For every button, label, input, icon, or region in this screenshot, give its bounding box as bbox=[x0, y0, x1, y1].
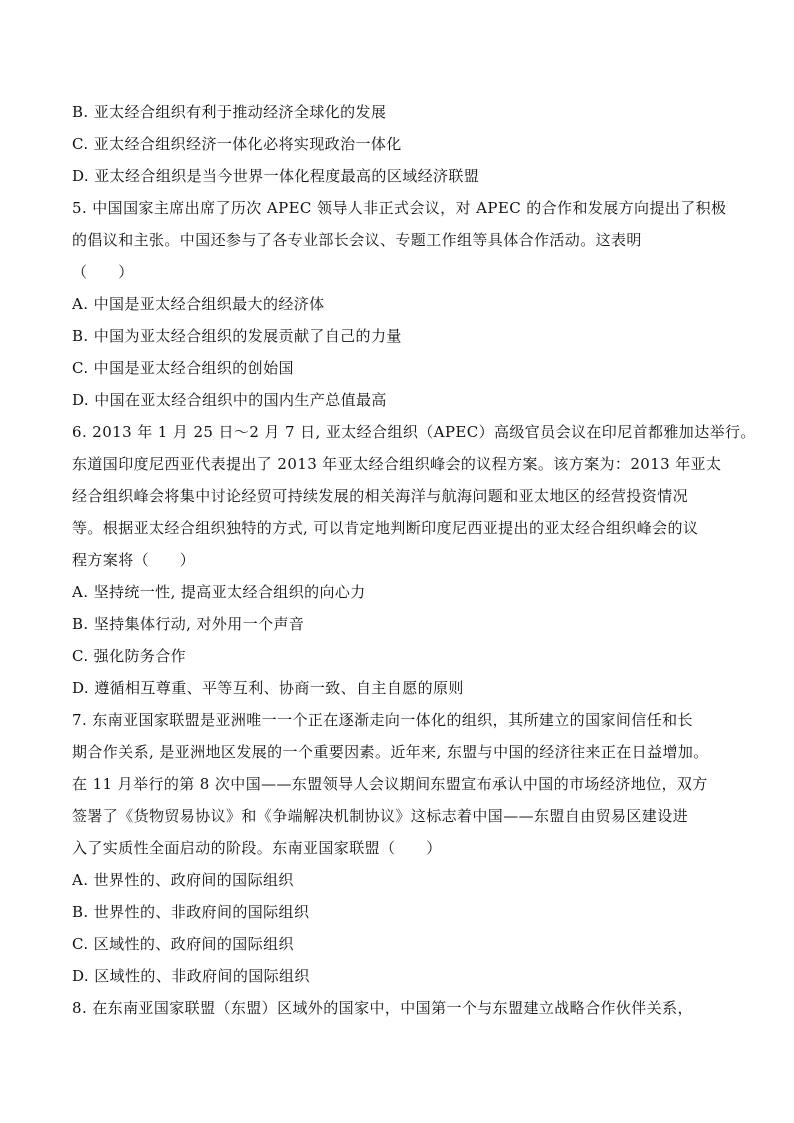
question-7-option-b: B. 世界性的、非政府间的国际组织 bbox=[72, 903, 310, 921]
option-b-prev: B. 亚太经合组织有利于推动经济全球化的发展 bbox=[72, 103, 387, 121]
question-7-option-a: A. 世界性的、政府间的国际组织 bbox=[72, 871, 294, 889]
question-5-stem-line-3: （ ） bbox=[72, 263, 134, 281]
question-6-stem-line-2: 东道国印度尼西亚代表提出了 2013 年亚太经合组织峰会的议程方案。该方案为：2013 年亚太 bbox=[72, 455, 722, 473]
question-5-option-b: B. 中国为亚太经合组织的发展贡献了自己的力量 bbox=[72, 327, 402, 345]
question-6-option-b: B. 坚持集体行动, 对外用一个声音 bbox=[72, 615, 305, 633]
question-8-stem-line-1: 8. 在东南亚国家联盟（东盟）区域外的国家中，中国第一个与东盟建立战略合作伙伴关系， bbox=[72, 999, 693, 1017]
question-5-option-d: D. 中国在亚太经合组织中的国内生产总值最高 bbox=[72, 391, 387, 409]
question-7-stem-line-2: 期合作关系, 是亚洲地区发展的一个重要因素。近年来, 东盟与中国的经济往来正在日益增加。 bbox=[72, 743, 709, 761]
question-7-stem-line-5: 入了实质性全面启动的阶段。东南亚国家联盟（ ） bbox=[72, 839, 442, 857]
question-6-stem-line-4: 等。根据亚太经合组织独特的方式, 可以肯定地判断印度尼西亚提出的亚太经合组织峰会的议 bbox=[72, 519, 699, 537]
question-6-option-c: C. 强化防务合作 bbox=[72, 647, 187, 665]
question-6-stem-line-1: 6. 2013 年 1 月 25 日～2 月 7 日, 亚太经合组织（APEC）高级官员会议在印尼首都雅加达举行。 bbox=[72, 423, 756, 441]
question-5-option-c: C. 中国是亚太经合组织的创始国 bbox=[72, 359, 294, 377]
document-page bbox=[72, 96, 756, 1024]
question-5-option-a: A. 中国是亚太经合组织最大的经济体 bbox=[72, 295, 325, 313]
question-7-option-c: C. 区域性的、政府间的国际组织 bbox=[72, 935, 294, 953]
option-d-prev: D. 亚太经合组织是当今世界一体化程度最高的区域经济联盟 bbox=[72, 167, 480, 185]
question-7-stem-line-3: 在 11 月举行的第 8 次中国——东盟领导人会议期间东盟宣布承认中国的市场经济地位，双方 bbox=[72, 775, 708, 793]
question-7-option-d: D. 区域性的、非政府间的国际组织 bbox=[72, 967, 310, 985]
question-7-stem-line-4: 签署了《货物贸易协议》和《争端解决机制协议》这标志着中国——东盟自由贸易区建设进 bbox=[72, 807, 689, 825]
question-6-option-a: A. 坚持统一性, 提高亚太经合组织的向心力 bbox=[72, 583, 366, 601]
question-7-stem-line-1: 7. 东南亚国家联盟是亚洲唯一一个正在逐渐走向一体化的组织，其所建立的国家间信任和长 bbox=[72, 711, 693, 729]
question-5-stem-line-2: 的倡议和主张。中国还参与了各专业部长会议、专题工作组等具体合作活动。这表明 bbox=[72, 231, 642, 249]
option-c-prev: C. 亚太经合组织经济一体化必将实现政治一体化 bbox=[72, 135, 402, 153]
question-6-option-d: D. 遵循相互尊重、平等互利、协商一致、自主自愿的原则 bbox=[72, 679, 464, 697]
question-6-stem-line-3: 经合组织峰会将集中讨论经贸可持续发展的相关海洋与航海问题和亚太地区的经营投资情况 bbox=[72, 487, 689, 505]
question-6-stem-line-5: 程方案将（ ） bbox=[72, 551, 196, 569]
question-5-stem-line-1: 5. 中国国家主席出席了历次 APEC 领导人非正式会议，对 APEC 的合作和发展方向提出了积极 bbox=[72, 199, 727, 217]
